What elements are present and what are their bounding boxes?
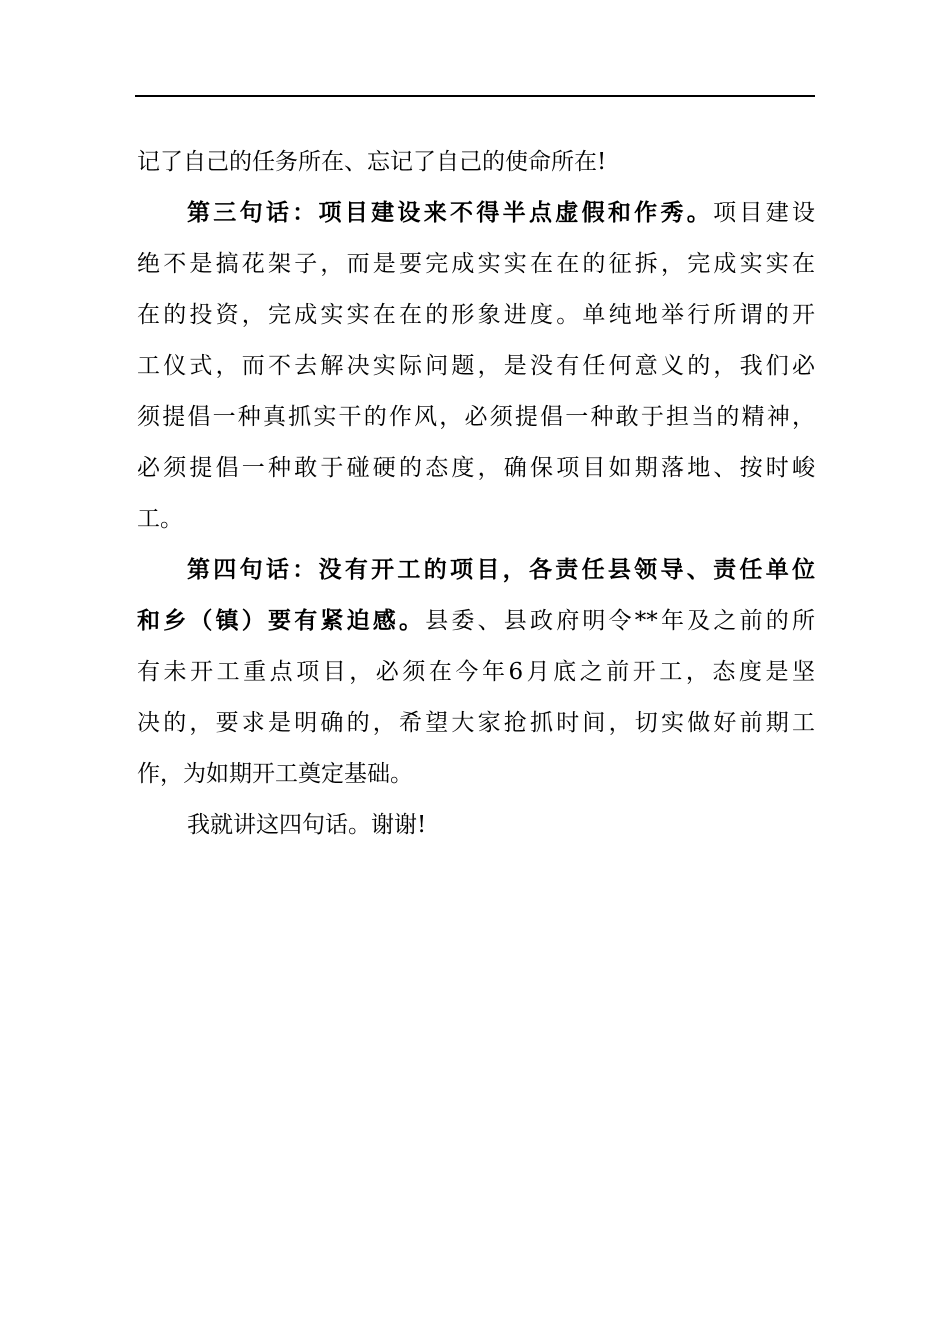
paragraph-3-line-3: 有未开工重点项目，必须在今年6月底之前开工，态度是坚 — [137, 659, 815, 685]
paragraph-2-line-7: 工。 — [137, 506, 183, 532]
paragraph-3-line-2-rest: 县委、县政府明令**年及之前的所 — [425, 608, 816, 634]
paragraph-3-line-1: 第四句话：没有开工的项目，各责任县领导、责任单位 — [187, 557, 815, 583]
paragraph-4-line-1: 我就讲这四句话。谢谢! — [187, 812, 427, 838]
header-rule — [135, 95, 815, 97]
paragraph-3-lead-end: 和乡（镇）要有紧迫感。 — [137, 608, 426, 634]
paragraph-2-line-2: 绝不是搞花架子，而是要完成实实在在的征拆，完成实实在 — [137, 251, 815, 277]
paragraph-2-line-3: 在的投资，完成实实在在的形象进度。单纯地举行所谓的开 — [137, 302, 815, 328]
paragraph-2-line-1 — [137, 188, 815, 239]
paragraph-1-line-1: 记了自己的任务所在、忘记了自己的使命所在! — [137, 149, 607, 175]
paragraph-2-line-5: 须提倡一种真抓实干的作风，必须提倡一种敢于担当的精神， — [137, 404, 815, 430]
paragraph-2-line-4: 工仪式，而不去解决实际问题，是没有任何意义的，我们必 — [137, 353, 815, 379]
paragraph-2-line-1-rest: 项目建设 — [713, 200, 816, 226]
paragraph-3-line-2 — [137, 596, 815, 647]
paragraph-3-line-5: 作，为如期开工奠定基础。 — [137, 761, 413, 787]
document-body — [137, 137, 815, 851]
paragraph-3-line-4: 决的，要求是明确的，希望大家抢抓时间，切实做好前期工 — [137, 710, 815, 736]
paragraph-2-lead: 第三句话：项目建设来不得半点虚假和作秀。 — [187, 200, 714, 226]
paragraph-2-line-6: 必须提倡一种敢于碰硬的态度，确保项目如期落地、按时峻 — [137, 455, 815, 481]
